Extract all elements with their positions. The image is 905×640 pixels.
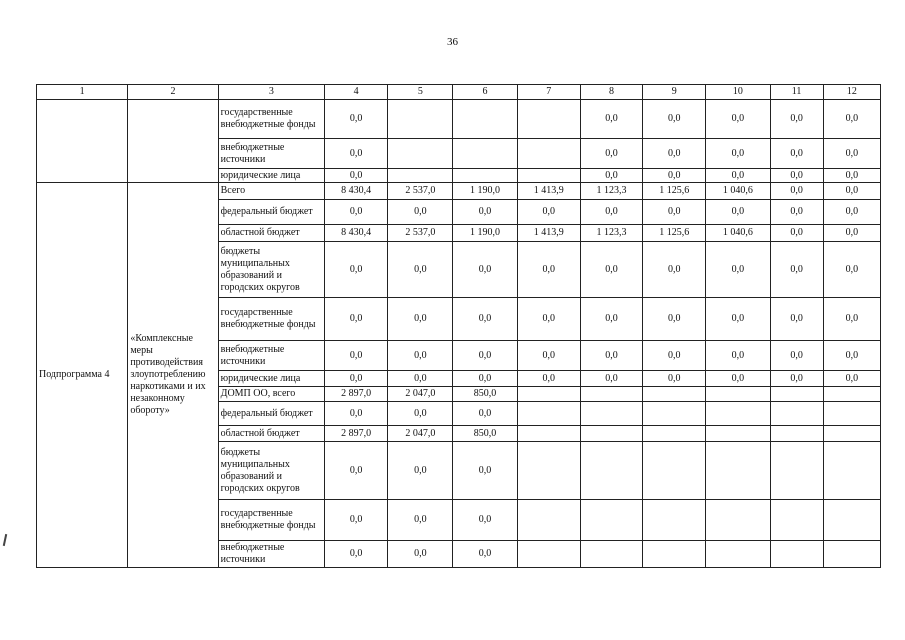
value-cell: 0,0 [325, 500, 388, 541]
value-cell: 0,0 [325, 541, 388, 568]
value-cell [823, 500, 880, 541]
value-cell: 0,0 [388, 341, 453, 371]
value-cell: 0,0 [706, 200, 770, 225]
funding-source-label: ДОМП ОО, всего [218, 387, 324, 402]
value-cell: 0,0 [453, 541, 517, 568]
table-row [37, 100, 881, 139]
value-cell: 0,0 [325, 169, 388, 183]
value-cell: 0,0 [823, 183, 880, 200]
value-cell: 1 190,0 [453, 225, 517, 242]
value-cell: 0,0 [325, 402, 388, 426]
value-cell: 0,0 [770, 242, 823, 298]
header-cell: 2 [128, 85, 218, 100]
funding-source-label: юридические лица [218, 169, 324, 183]
value-cell [706, 442, 770, 500]
value-cell: 0,0 [823, 242, 880, 298]
value-cell: 0,0 [325, 100, 388, 139]
value-cell [706, 500, 770, 541]
value-cell [643, 541, 706, 568]
value-cell: 2 047,0 [388, 426, 453, 442]
value-cell: 2 047,0 [388, 387, 453, 402]
value-cell: 0,0 [517, 371, 580, 387]
value-cell: 1 040,6 [706, 225, 770, 242]
value-cell: 0,0 [770, 200, 823, 225]
value-cell [580, 541, 642, 568]
value-cell [770, 500, 823, 541]
value-cell [580, 387, 642, 402]
value-cell [580, 402, 642, 426]
value-cell: 0,0 [325, 139, 388, 169]
subprogram-number: Подпрограмма 4 [37, 183, 128, 568]
value-cell: 0,0 [823, 225, 880, 242]
value-cell: 0,0 [580, 139, 642, 169]
value-cell: 0,0 [388, 298, 453, 341]
value-cell: 0,0 [770, 169, 823, 183]
value-cell [388, 169, 453, 183]
value-cell: 0,0 [388, 442, 453, 500]
value-cell: 0,0 [643, 371, 706, 387]
value-cell [823, 442, 880, 500]
value-cell: 0,0 [388, 200, 453, 225]
value-cell [770, 442, 823, 500]
value-cell: 1 123,3 [580, 225, 642, 242]
value-cell [706, 426, 770, 442]
value-cell: 0,0 [580, 169, 642, 183]
scan-mark [3, 534, 7, 546]
value-cell: 2 537,0 [388, 183, 453, 200]
value-cell: 0,0 [770, 371, 823, 387]
value-cell: 8 430,4 [325, 183, 388, 200]
value-cell [580, 500, 642, 541]
value-cell: 0,0 [325, 298, 388, 341]
value-cell: 0,0 [643, 200, 706, 225]
value-cell: 0,0 [453, 500, 517, 541]
header-row [37, 85, 881, 100]
value-cell: 0,0 [388, 371, 453, 387]
value-cell: 0,0 [823, 200, 880, 225]
value-cell [517, 500, 580, 541]
value-cell: 0,0 [770, 298, 823, 341]
value-cell [770, 426, 823, 442]
value-cell: 2 537,0 [388, 225, 453, 242]
page-number: 36 [447, 36, 458, 48]
value-cell [643, 402, 706, 426]
value-cell [770, 541, 823, 568]
header-cell: 10 [706, 85, 770, 100]
value-cell: 0,0 [770, 100, 823, 139]
header-cell: 5 [388, 85, 453, 100]
value-cell: 0,0 [770, 225, 823, 242]
value-cell [517, 100, 580, 139]
funding-source-label: Всего [218, 183, 324, 200]
table-row [37, 183, 881, 200]
value-cell [580, 426, 642, 442]
funding-source-label: государственные внебюджетные фонды [218, 100, 324, 139]
funding-source-label: федеральный бюджет [218, 200, 324, 225]
header-cell: 7 [517, 85, 580, 100]
value-cell: 0,0 [706, 242, 770, 298]
funding-source-label: областной бюджет [218, 426, 324, 442]
budget-table [36, 84, 881, 568]
value-cell: 8 430,4 [325, 225, 388, 242]
value-cell [388, 139, 453, 169]
value-cell [823, 387, 880, 402]
value-cell: 0,0 [517, 242, 580, 298]
value-cell: 0,0 [325, 341, 388, 371]
value-cell [453, 100, 517, 139]
value-cell: 0,0 [388, 402, 453, 426]
value-cell: 0,0 [823, 139, 880, 169]
value-cell: 0,0 [823, 341, 880, 371]
value-cell: 0,0 [706, 139, 770, 169]
value-cell: 0,0 [325, 200, 388, 225]
value-cell [453, 139, 517, 169]
value-cell: 0,0 [643, 100, 706, 139]
value-cell: 1 413,9 [517, 225, 580, 242]
value-cell: 0,0 [643, 298, 706, 341]
funding-source-label: юридические лица [218, 371, 324, 387]
header-cell: 9 [643, 85, 706, 100]
value-cell: 0,0 [325, 242, 388, 298]
value-cell [770, 387, 823, 402]
funding-source-label: федеральный бюджет [218, 402, 324, 426]
value-cell: 0,0 [388, 500, 453, 541]
value-cell: 0,0 [823, 169, 880, 183]
value-cell: 0,0 [706, 341, 770, 371]
value-cell: 0,0 [770, 183, 823, 200]
value-cell: 0,0 [580, 371, 642, 387]
value-cell: 0,0 [706, 371, 770, 387]
value-cell [643, 500, 706, 541]
header-cell: 3 [218, 85, 324, 100]
value-cell: 0,0 [643, 242, 706, 298]
value-cell [706, 541, 770, 568]
value-cell: 0,0 [823, 371, 880, 387]
header-cell: 11 [770, 85, 823, 100]
header-cell: 1 [37, 85, 128, 100]
funding-source-label: государственные внебюджетные фонды [218, 298, 324, 341]
value-cell: 1 123,3 [580, 183, 642, 200]
value-cell [517, 541, 580, 568]
empty-cell [37, 100, 128, 183]
header-cell: 6 [453, 85, 517, 100]
value-cell: 0,0 [517, 341, 580, 371]
funding-source-label: бюджеты муниципальных образований и городских округов [218, 442, 324, 500]
value-cell: 0,0 [517, 200, 580, 225]
value-cell: 0,0 [770, 139, 823, 169]
value-cell [643, 426, 706, 442]
header-cell: 8 [580, 85, 642, 100]
value-cell [643, 442, 706, 500]
value-cell: 0,0 [325, 371, 388, 387]
value-cell: 1 125,6 [643, 225, 706, 242]
value-cell [706, 402, 770, 426]
value-cell [388, 100, 453, 139]
funding-source-label: государственные внебюджетные фонды [218, 500, 324, 541]
value-cell: 0,0 [580, 242, 642, 298]
header-cell: 4 [325, 85, 388, 100]
value-cell [517, 426, 580, 442]
value-cell: 0,0 [453, 341, 517, 371]
value-cell: 0,0 [453, 242, 517, 298]
value-cell: 1 413,9 [517, 183, 580, 200]
value-cell: 0,0 [325, 442, 388, 500]
value-cell: 0,0 [453, 402, 517, 426]
funding-source-label: внебюджетные источники [218, 341, 324, 371]
value-cell: 0,0 [643, 341, 706, 371]
value-cell: 0,0 [580, 100, 642, 139]
value-cell: 2 897,0 [325, 426, 388, 442]
header-cell: 12 [823, 85, 880, 100]
funding-source-label: областной бюджет [218, 225, 324, 242]
value-cell [823, 541, 880, 568]
value-cell: 850,0 [453, 426, 517, 442]
value-cell: 1 040,6 [706, 183, 770, 200]
value-cell [517, 387, 580, 402]
empty-cell [128, 100, 218, 183]
value-cell: 0,0 [643, 139, 706, 169]
value-cell [517, 402, 580, 426]
value-cell: 0,0 [823, 298, 880, 341]
value-cell: 1 125,6 [643, 183, 706, 200]
value-cell: 850,0 [453, 387, 517, 402]
value-cell: 0,0 [388, 242, 453, 298]
value-cell [517, 139, 580, 169]
value-cell: 0,0 [580, 200, 642, 225]
value-cell [823, 426, 880, 442]
value-cell: 0,0 [580, 298, 642, 341]
value-cell [643, 387, 706, 402]
value-cell [453, 169, 517, 183]
value-cell: 0,0 [453, 371, 517, 387]
value-cell: 0,0 [517, 298, 580, 341]
funding-source-label: бюджеты муниципальных образований и городских округов [218, 242, 324, 298]
value-cell: 0,0 [770, 341, 823, 371]
funding-source-label: внебюджетные источники [218, 541, 324, 568]
value-cell: 0,0 [453, 442, 517, 500]
value-cell: 0,0 [823, 100, 880, 139]
table-body [37, 85, 881, 568]
value-cell [517, 169, 580, 183]
value-cell: 0,0 [453, 200, 517, 225]
value-cell: 0,0 [706, 298, 770, 341]
value-cell: 0,0 [388, 541, 453, 568]
funding-source-label: внебюджетные источники [218, 139, 324, 169]
value-cell [770, 402, 823, 426]
value-cell: 2 897,0 [325, 387, 388, 402]
value-cell: 0,0 [580, 341, 642, 371]
value-cell: 0,0 [706, 169, 770, 183]
value-cell [823, 402, 880, 426]
value-cell: 1 190,0 [453, 183, 517, 200]
value-cell [517, 442, 580, 500]
value-cell: 0,0 [643, 169, 706, 183]
value-cell: 0,0 [706, 100, 770, 139]
value-cell: 0,0 [453, 298, 517, 341]
subprogram-title: «Комплексные меры противодействия злоупотреблению наркотиками и их незаконному обороту» [128, 183, 218, 568]
value-cell [706, 387, 770, 402]
value-cell [580, 442, 642, 500]
